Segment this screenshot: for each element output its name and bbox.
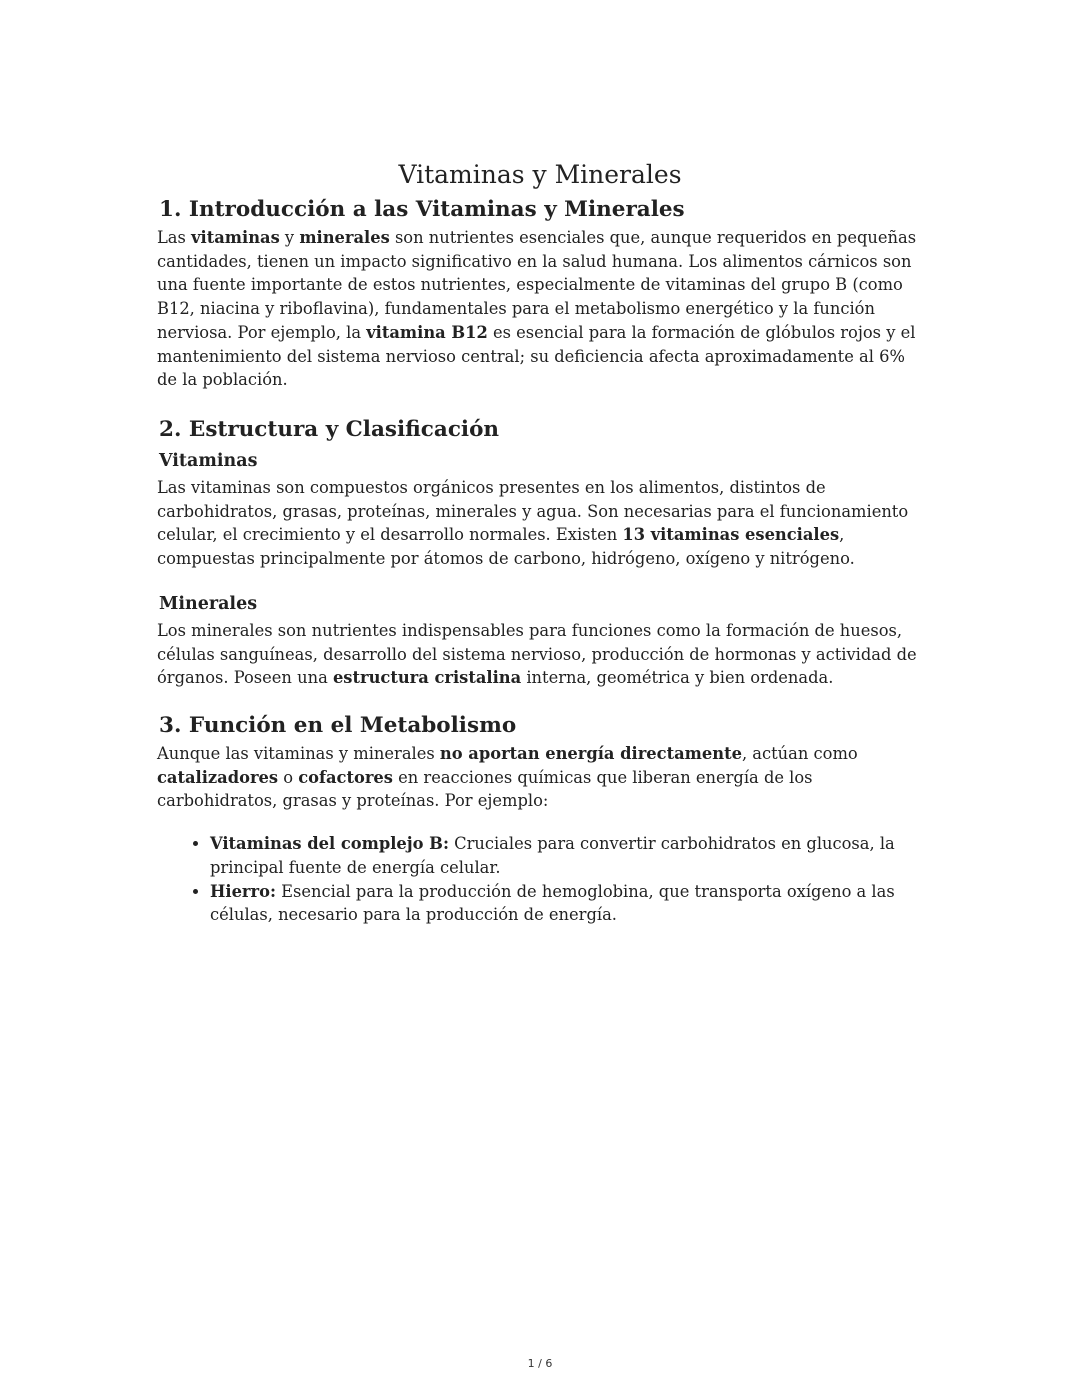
- bold-text: vitaminas: [191, 228, 280, 247]
- section-heading: 2. Estructura y Clasificación: [159, 417, 500, 442]
- text: Las vitaminas son compuestos orgánicos presentes en los alimentos, distintos de carbohidratos, grasas, proteínas, minerales y agua. Son necesarias para el funcionamiento celular, el crecimiento y el desarrollo normales. Existen: [157, 478, 909, 545]
- section-heading: 1. Introducción a las Vitaminas y Minerales: [159, 197, 685, 222]
- text: o: [278, 767, 299, 787]
- text: son nutrientes esenciales que, aunque requeridos en pequeñas cantidades, tienen un impacto significativo en la salud humana. Los alimentos cárnicos son una fuente importante de estos nutrientes, especialmente de vitaminas del grupo B (como B12, niacina y riboflavina), fundamentales para el metabolismo energético y la función nerviosa. Por ejemplo, la: [157, 228, 917, 342]
- text: interna, geométrica y bien ordenada.: [521, 668, 834, 688]
- list-text: Cruciales para convertir carbohidratos en glucosa, la principal fuente de energía celular.: [210, 834, 895, 877]
- paragraph: [157, 226, 927, 392]
- bold-text: vitamina B12: [366, 322, 488, 342]
- bullet-list: [157, 832, 927, 927]
- page-number: 1 / 6: [527, 1357, 553, 1370]
- section-metabolism: [157, 712, 927, 927]
- list-text: Esencial para la producción de hemoglobina, que transporta oxígeno a las células, necesario para la producción de energía.: [210, 881, 895, 925]
- document-title: Vitaminas y Minerales: [398, 160, 682, 189]
- list-item: [210, 880, 917, 927]
- text: Las: [157, 228, 192, 247]
- paragraph: [157, 619, 927, 690]
- paragraph: [157, 476, 927, 571]
- text: y: [279, 228, 300, 247]
- bold-text: no aportan energía directamente: [439, 744, 742, 763]
- bold-text: minerales: [299, 228, 390, 247]
- section-heading: 3. Función en el Metabolismo: [159, 713, 517, 738]
- subheading-vitaminas: Vitaminas: [159, 451, 258, 471]
- list-term: Hierro:: [210, 881, 276, 901]
- section-introduction: [157, 196, 927, 392]
- bold-text: estructura cristalina: [332, 668, 522, 688]
- bold-text: catalizadores: [157, 767, 279, 787]
- section-structure: [157, 416, 927, 690]
- text: es esencial para la formación de glóbulos rojos y el mantenimiento del sistema nervioso central; su deficiencia afecta aproximadamente al 6% de la población.: [157, 322, 916, 390]
- text: en reacciones químicas que liberan energía de los carbohidratos, grasas y proteínas. Por ejemplo:: [157, 767, 813, 811]
- list-item: [210, 832, 917, 879]
- text: Aunque las vitaminas y minerales: [157, 744, 440, 763]
- bold-text: 13 vitaminas esenciales: [622, 525, 840, 545]
- text: , compuestas principalmente por átomos de carbono, hidrógeno, oxígeno y nitrógeno.: [157, 525, 855, 569]
- text: , actúan como: [741, 744, 858, 763]
- bold-text: cofactores: [298, 767, 393, 787]
- text: Los minerales son nutrientes indispensables para funciones como la formación de huesos, células sanguíneas, desarrollo del sistema nervioso, producción de hormonas y actividad de órganos. Poseen una: [157, 620, 917, 688]
- subheading-minerales: Minerales: [159, 593, 258, 614]
- list-term: Vitaminas del complejo B:: [210, 834, 449, 854]
- paragraph: [157, 742, 927, 813]
